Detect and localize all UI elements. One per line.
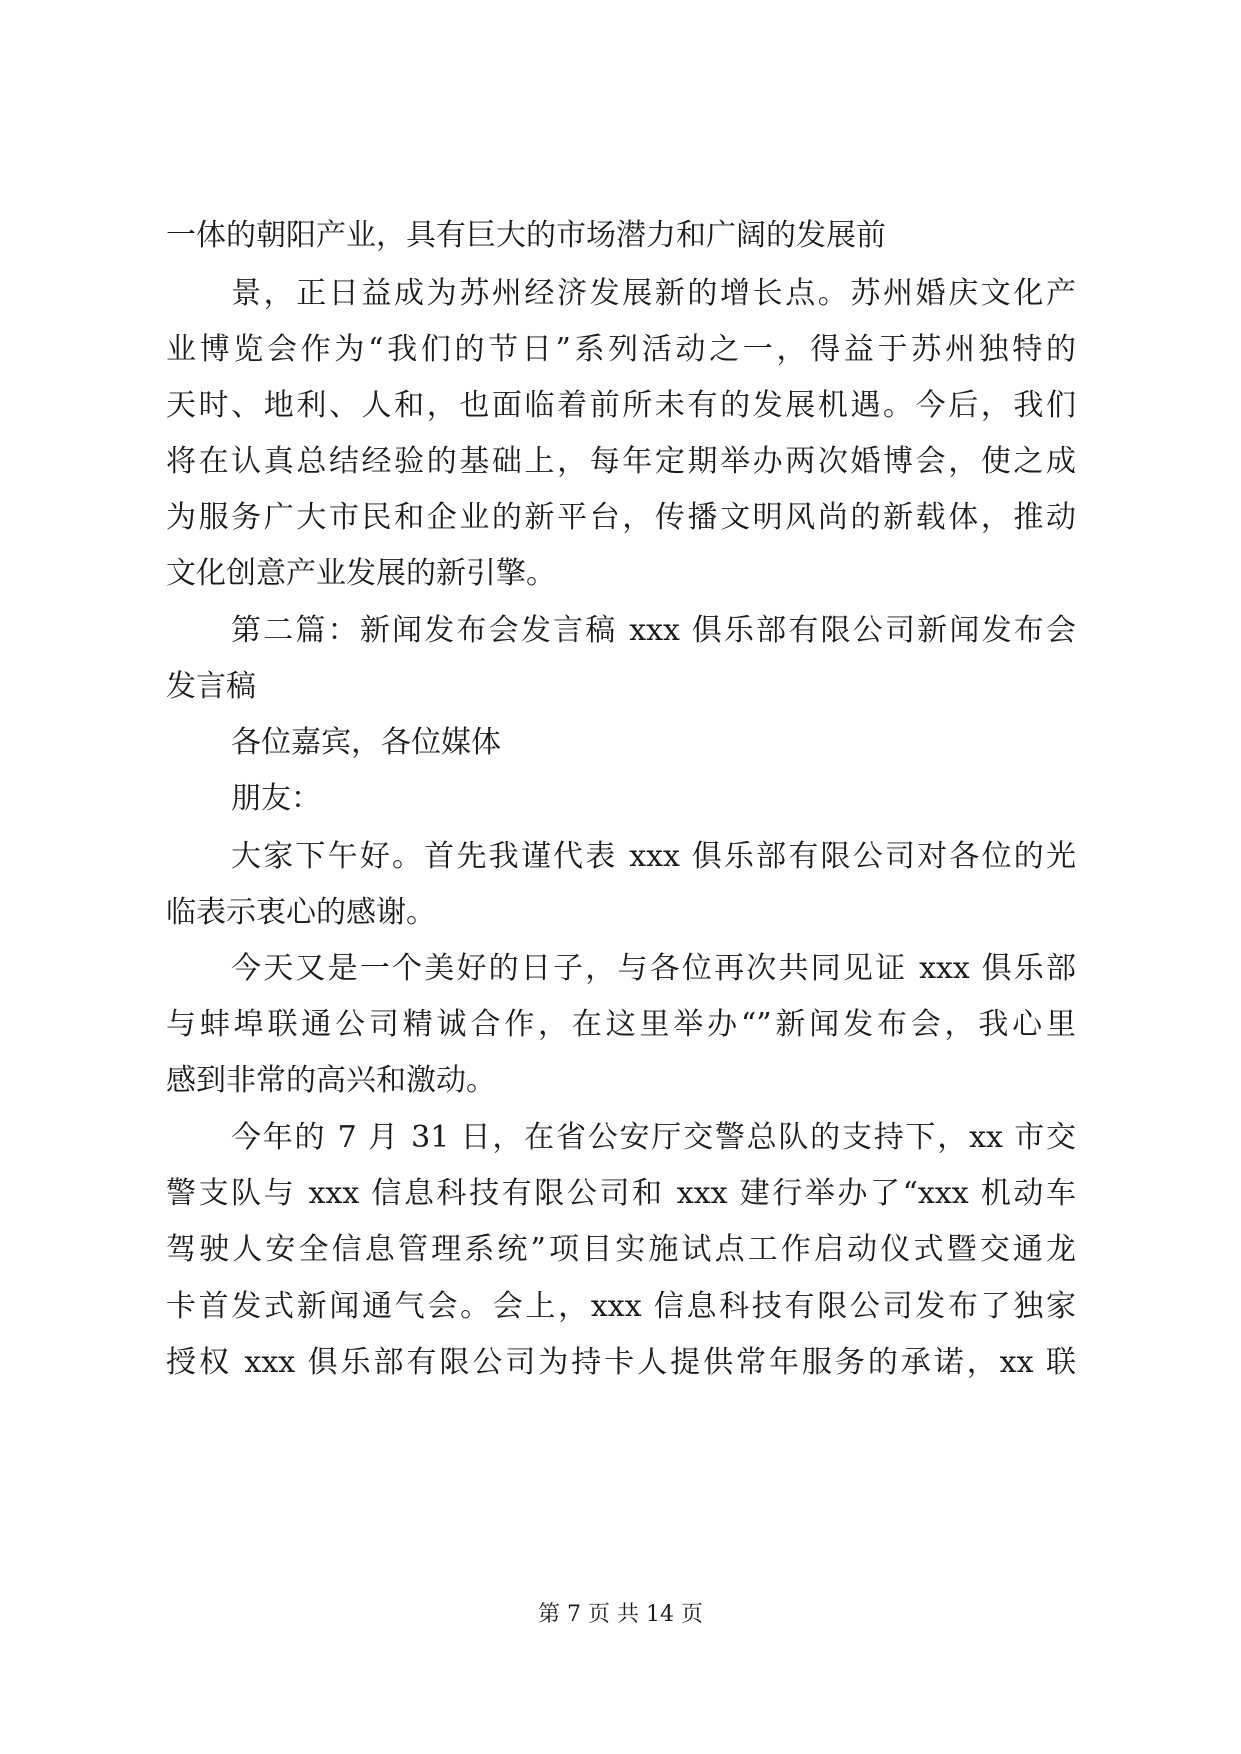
text-line-1: 一体的朝阳产业，具有巨大的市场潜力和广阔的发展前 (166, 218, 886, 253)
section-heading-line-2: 发言稿 (166, 669, 256, 704)
text-line-11: 朋友： (231, 781, 321, 816)
text-line-18: 警支队与 xxx 信息科技有限公司和 xxx 建行举办了“xxx 机动车 (166, 1176, 1076, 1211)
text-line-2: 景，正日益成为苏州经济发展新的增长点。苏州婚庆文化产 (231, 276, 1076, 311)
text-line-20: 卡首发式新闻通气会。会上，xxx 信息科技有限公司发布了独家 (166, 1289, 1076, 1324)
text-line-14: 今天又是一个美好的日子，与各位再次共同见证 xxx 俱乐部 (231, 951, 1076, 986)
text-line-7: 文化创意产业发展的新引擎。 (166, 556, 556, 591)
text-line-16: 感到非常的高兴和激动。 (166, 1063, 496, 1098)
text-line-21: 授权 xxx 俱乐部有限公司为持卡人提供常年服务的承诺，xx 联 (166, 1345, 1076, 1380)
text-line-12: 大家下午好。首先我谨代表 xxx 俱乐部有限公司对各位的光 (231, 839, 1076, 874)
text-line-5: 将在认真总结经验的基础上，每年定期举办两次婚博会，使之成 (166, 444, 1076, 479)
text-line-13: 临表示衷心的感谢。 (166, 895, 436, 930)
section-heading-line-1: 第二篇：新闻发布会发言稿 xxx 俱乐部有限公司新闻发布会 (231, 613, 1076, 648)
page-footer: 第 7 页 共 14 页 (538, 1602, 703, 1627)
text-line-10: 各位嘉宾，各位媒体 (231, 725, 501, 760)
text-line-3: 业博览会作为“我们的节日”系列活动之一，得益于苏州独特的 (166, 332, 1076, 367)
text-line-17: 今年的 7 月 31 日，在省公安厅交警总队的支持下，xx 市交 (231, 1120, 1076, 1155)
text-line-4: 天时、地利、人和，也面临着前所未有的发展机遇。今后，我们 (166, 388, 1076, 423)
text-line-15: 与蚌埠联通公司精诚合作，在这里举办“”新闻发布会，我心里 (166, 1007, 1076, 1042)
text-line-19: 驾驶人安全信息管理系统”项目实施试点工作启动仪式暨交通龙 (166, 1232, 1076, 1267)
text-line-6: 为服务广大市民和企业的新平台，传播文明风尚的新载体，推动 (166, 500, 1076, 535)
